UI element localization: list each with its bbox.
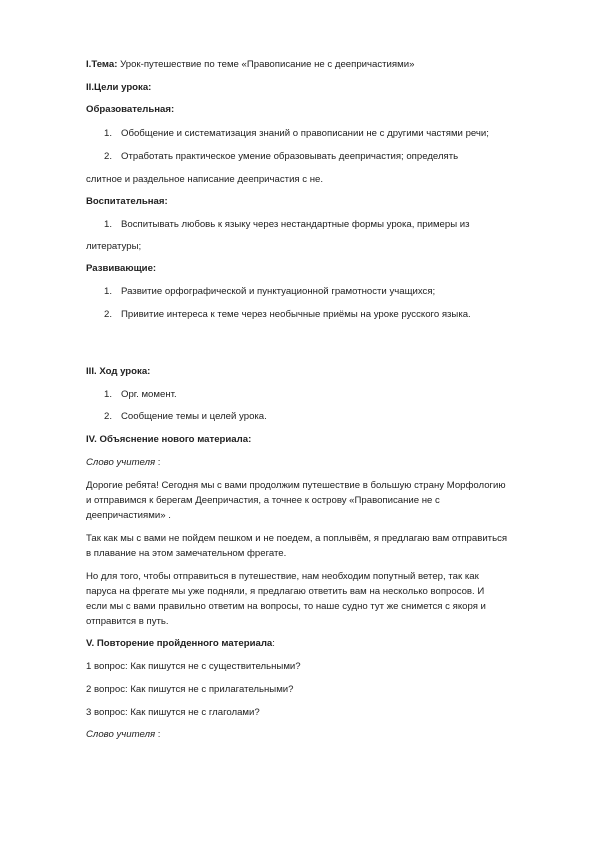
list-text: Отработать практическое умение образовывать деепричастия; определять (121, 151, 459, 162)
paragraph-line: в плавание на этом замечательном фрегате. (86, 548, 287, 559)
list-continuation: литературы; (86, 241, 142, 252)
teacher-word-line (86, 729, 160, 741)
teacher-word-suffix: : (155, 457, 161, 468)
list-number: 1. (104, 128, 113, 139)
list-number: 2. (104, 411, 113, 422)
list-item (104, 411, 267, 423)
lesson-course-heading: III. Ход урока: (86, 366, 151, 377)
topic-line (86, 59, 414, 71)
list-number: 1. (104, 219, 113, 230)
question-line: 2 вопрос: Как пишутся не с прилагательными? (86, 684, 294, 695)
paragraph-line: Дорогие ребята! Сегодня мы с вами продолжим путешествие в большую страну Морфологию (86, 480, 506, 491)
topic-text: Урок-путешествие по теме «Правописание не с деепричастиями» (117, 59, 415, 70)
teacher-word-label: Слово учителя (86, 729, 156, 740)
list-text: Обобщение и систематизация знаний о правописании не с другими частями речи; (121, 128, 489, 139)
upbringing-heading: Воспитательная: (86, 196, 168, 207)
paragraph-line: Но для того, чтобы отправиться в путешествие, нам необходим попутный ветер, так как (86, 571, 479, 582)
review-heading-line (86, 638, 275, 650)
list-text: Сообщение темы и целей урока. (121, 411, 267, 422)
paragraph-line: деепричастиями» . (86, 510, 171, 521)
review-heading-suffix: : (272, 638, 275, 649)
teacher-word-line (86, 457, 160, 469)
new-material-heading: IV. Объяснение нового материала: (86, 434, 252, 445)
list-text: Развитие орфографической и пунктуационной грамотности учащихся; (121, 286, 436, 297)
topic-label: I.Тема: (86, 59, 118, 70)
paragraph-line: паруса на фрегате мы уже подняли, я предлагаю ответить вам на несколько вопросов. И (86, 586, 485, 597)
paragraph-line: и отправимся к берегам Деепричастия, а точнее к острову «Правописание не с (86, 495, 440, 506)
paragraph-line: Так как мы с вами не пойдем пешком и не поедем, а поплывём, я предлагаю вам отправиться (86, 533, 508, 544)
review-heading: V. Повторение пройденного материала (86, 638, 273, 649)
list-number: 2. (104, 151, 113, 162)
list-text: Привитие интереса к теме через необычные приёмы на уроке русского языка. (121, 309, 471, 320)
educational-heading: Образовательная: (86, 104, 175, 115)
developing-heading: Развивающие: (86, 263, 157, 274)
list-item (104, 286, 435, 298)
paragraph-line: если мы с вами правильно ответим на вопросы, то наше судно тут же снимется с якоря и (86, 601, 486, 612)
teacher-word-suffix: : (155, 729, 161, 740)
list-item (104, 219, 470, 231)
list-number: 2. (104, 309, 113, 320)
list-continuation: слитное и раздельное написание деепричастия с не. (86, 174, 324, 185)
list-item (104, 309, 471, 321)
list-item (104, 389, 177, 401)
list-item (104, 151, 458, 163)
list-text: Воспитывать любовь к языку через нестандартные формы урока, примеры из (121, 219, 470, 230)
teacher-word-label: Слово учителя (86, 457, 156, 468)
list-item (104, 128, 489, 140)
list-number: 1. (104, 389, 113, 400)
paragraph-line: отправится в путь. (86, 616, 169, 627)
list-text: Орг. момент. (121, 389, 177, 400)
list-number: 1. (104, 286, 113, 297)
question-line: 1 вопрос: Как пишутся не с существительными? (86, 661, 301, 672)
question-line: 3 вопрос: Как пишутся не с глаголами? (86, 707, 260, 718)
goals-heading: II.Цели урока: (86, 82, 152, 93)
